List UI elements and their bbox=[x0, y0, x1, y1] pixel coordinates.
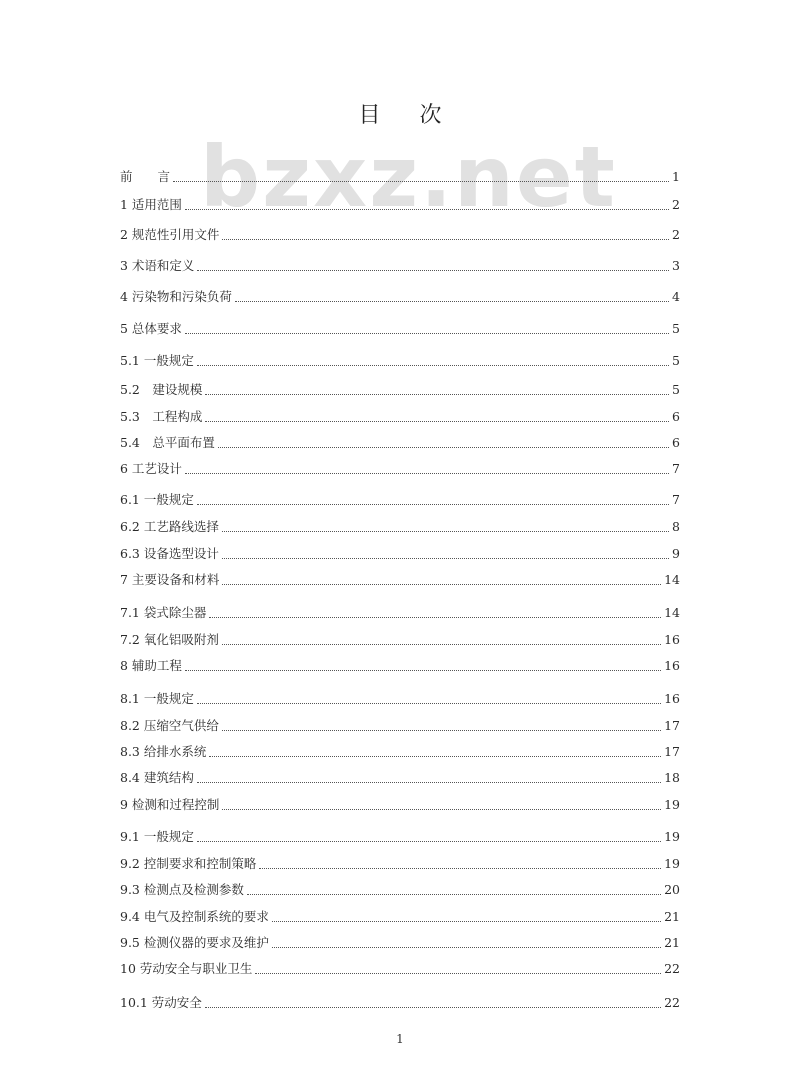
toc-entry-page: 2 bbox=[672, 197, 680, 212]
toc-entry-label: 6.1 一般规定 bbox=[120, 492, 194, 507]
toc-dot-leader bbox=[222, 583, 661, 585]
toc-entry-label: 9.2 控制要求和控制策略 bbox=[120, 856, 257, 871]
watermark: bzxz.net bbox=[200, 128, 617, 226]
toc-dot-leader bbox=[209, 755, 661, 757]
toc-dot-leader bbox=[222, 557, 669, 559]
toc-entry-page: 16 bbox=[664, 632, 680, 647]
toc-entry bbox=[120, 571, 680, 589]
toc-entry-label: 8 辅助工程 bbox=[120, 658, 182, 673]
toc-entry bbox=[120, 381, 680, 399]
toc-entry-label: 7.1 袋式除尘器 bbox=[120, 605, 207, 620]
toc-entry-page: 14 bbox=[664, 572, 680, 587]
toc-entry-page: 5 bbox=[672, 321, 680, 336]
toc-entry bbox=[120, 460, 680, 478]
toc-dot-leader bbox=[197, 503, 669, 505]
toc-dot-leader bbox=[218, 446, 669, 448]
toc-dot-leader bbox=[197, 702, 661, 704]
toc-entry bbox=[120, 320, 680, 338]
toc-entry-page: 9 bbox=[672, 546, 680, 561]
toc-entry-page: 16 bbox=[664, 691, 680, 706]
toc-entry bbox=[120, 717, 680, 735]
toc-entry-label: 6 工艺设计 bbox=[120, 461, 182, 476]
toc-dot-leader bbox=[272, 946, 661, 948]
toc-entry-page: 18 bbox=[664, 770, 680, 785]
toc-entry-page: 6 bbox=[672, 409, 680, 424]
toc-entry-page: 3 bbox=[672, 258, 680, 273]
toc-dot-leader bbox=[222, 808, 661, 810]
toc-entry-page: 16 bbox=[664, 658, 680, 673]
toc-entry-page: 7 bbox=[672, 461, 680, 476]
page-number: 1 bbox=[396, 1032, 404, 1046]
toc-entry bbox=[120, 288, 680, 306]
toc-entry-label: 9.3 检测点及检测参数 bbox=[120, 882, 244, 897]
toc-entry-label: 5.4 总平面布置 bbox=[120, 435, 215, 450]
toc-entry-label: 8.1 一般规定 bbox=[120, 691, 194, 706]
toc-entry bbox=[120, 828, 680, 846]
toc-entry-page: 2 bbox=[672, 227, 680, 242]
toc-entry bbox=[120, 690, 680, 708]
toc-dot-leader bbox=[205, 1006, 661, 1008]
toc-dot-leader bbox=[197, 840, 661, 842]
toc-entry-label: 8.3 给排水系统 bbox=[120, 744, 207, 759]
toc-entry-page: 21 bbox=[664, 909, 680, 924]
toc-entry bbox=[120, 491, 680, 509]
toc-entry-page: 7 bbox=[672, 492, 680, 507]
toc-entry-page: 19 bbox=[664, 797, 680, 812]
toc-entry bbox=[120, 881, 680, 899]
toc-entry bbox=[120, 408, 680, 426]
toc-entry-page: 19 bbox=[664, 829, 680, 844]
toc-dot-leader bbox=[255, 972, 661, 974]
toc-entry-page: 17 bbox=[664, 744, 680, 759]
toc-dot-leader bbox=[222, 530, 669, 532]
toc-entry-page: 22 bbox=[664, 995, 680, 1010]
toc-entry-page: 1 bbox=[672, 169, 680, 184]
toc-entry bbox=[120, 604, 680, 622]
toc-entry-label: 5 总体要求 bbox=[120, 321, 182, 336]
toc-entry-label: 6.3 设备选型设计 bbox=[120, 546, 219, 561]
toc-entry-label: 9.5 检测仪器的要求及维护 bbox=[120, 935, 269, 950]
toc-entry bbox=[120, 796, 680, 814]
toc-entry bbox=[120, 168, 680, 186]
toc-dot-leader bbox=[197, 364, 669, 366]
toc-entry-label: 9.1 一般规定 bbox=[120, 829, 194, 844]
page-title: 目 次 bbox=[358, 103, 458, 128]
toc-entry-label: 3 术语和定义 bbox=[120, 258, 195, 273]
toc-entry-label: 4 污染物和污染负荷 bbox=[120, 289, 232, 304]
toc-dot-leader bbox=[259, 867, 661, 869]
toc-entry-label: 前 言 bbox=[120, 169, 171, 184]
toc-entry-label: 7.2 氧化铝吸附剂 bbox=[120, 632, 219, 647]
toc-dot-leader bbox=[272, 920, 661, 922]
toc-entry-page: 19 bbox=[664, 856, 680, 871]
toc-entry-label: 6.2 工艺路线选择 bbox=[120, 519, 219, 534]
toc-dot-leader bbox=[222, 643, 661, 645]
toc-dot-leader bbox=[197, 269, 669, 271]
toc-entry-label: 5.1 一般规定 bbox=[120, 353, 194, 368]
toc-dot-leader bbox=[205, 420, 669, 422]
toc-entry bbox=[120, 226, 680, 244]
toc-dot-leader bbox=[222, 729, 661, 731]
toc-entry bbox=[120, 196, 680, 214]
toc-entry bbox=[120, 855, 680, 873]
toc-dot-leader bbox=[197, 781, 661, 783]
toc-dot-leader bbox=[185, 332, 669, 334]
toc-entry bbox=[120, 960, 680, 978]
toc-dot-leader bbox=[173, 180, 669, 182]
toc-entry bbox=[120, 257, 680, 275]
toc-entry-label: 1 适用范围 bbox=[120, 197, 182, 212]
toc-entry-page: 8 bbox=[672, 519, 680, 534]
toc-entry bbox=[120, 994, 680, 1012]
toc-entry-page: 14 bbox=[664, 605, 680, 620]
toc-dot-leader bbox=[209, 616, 661, 618]
toc-entry-page: 21 bbox=[664, 935, 680, 950]
toc-entry-label: 9 检测和过程控制 bbox=[120, 797, 220, 812]
toc-entry bbox=[120, 743, 680, 761]
toc-entry-page: 5 bbox=[672, 353, 680, 368]
toc-entry-label: 2 规范性引用文件 bbox=[120, 227, 220, 242]
toc-dot-leader bbox=[235, 300, 669, 302]
toc-entry-label: 8.4 建筑结构 bbox=[120, 770, 194, 785]
toc-entry-label: 5.2 建设规模 bbox=[120, 382, 203, 397]
toc-entry bbox=[120, 631, 680, 649]
toc-dot-leader bbox=[185, 472, 669, 474]
toc-entry-label: 5.3 工程构成 bbox=[120, 409, 203, 424]
toc-entry bbox=[120, 352, 680, 370]
toc-entry bbox=[120, 545, 680, 563]
toc-entry-page: 22 bbox=[664, 961, 680, 976]
toc-dot-leader bbox=[205, 393, 669, 395]
toc-entry bbox=[120, 769, 680, 787]
toc-entry-page: 6 bbox=[672, 435, 680, 450]
toc-entry-page: 17 bbox=[664, 718, 680, 733]
toc-entry-page: 5 bbox=[672, 382, 680, 397]
toc-entry bbox=[120, 934, 680, 952]
toc-entry-label: 10.1 劳动安全 bbox=[120, 995, 202, 1010]
toc-entry-label: 9.4 电气及控制系统的要求 bbox=[120, 909, 269, 924]
toc-entry bbox=[120, 434, 680, 452]
toc-entry-label: 8.2 压缩空气供给 bbox=[120, 718, 219, 733]
toc-dot-leader bbox=[222, 238, 669, 240]
toc-entry-label: 10 劳动安全与职业卫生 bbox=[120, 961, 253, 976]
toc-entry-page: 20 bbox=[664, 882, 680, 897]
toc-entry bbox=[120, 518, 680, 536]
toc-entry-label: 7 主要设备和材料 bbox=[120, 572, 220, 587]
toc-entry bbox=[120, 908, 680, 926]
toc-dot-leader bbox=[185, 208, 669, 210]
toc-entry-page: 4 bbox=[672, 289, 680, 304]
toc-dot-leader bbox=[185, 669, 661, 671]
toc-entry bbox=[120, 657, 680, 675]
toc-dot-leader bbox=[247, 893, 661, 895]
